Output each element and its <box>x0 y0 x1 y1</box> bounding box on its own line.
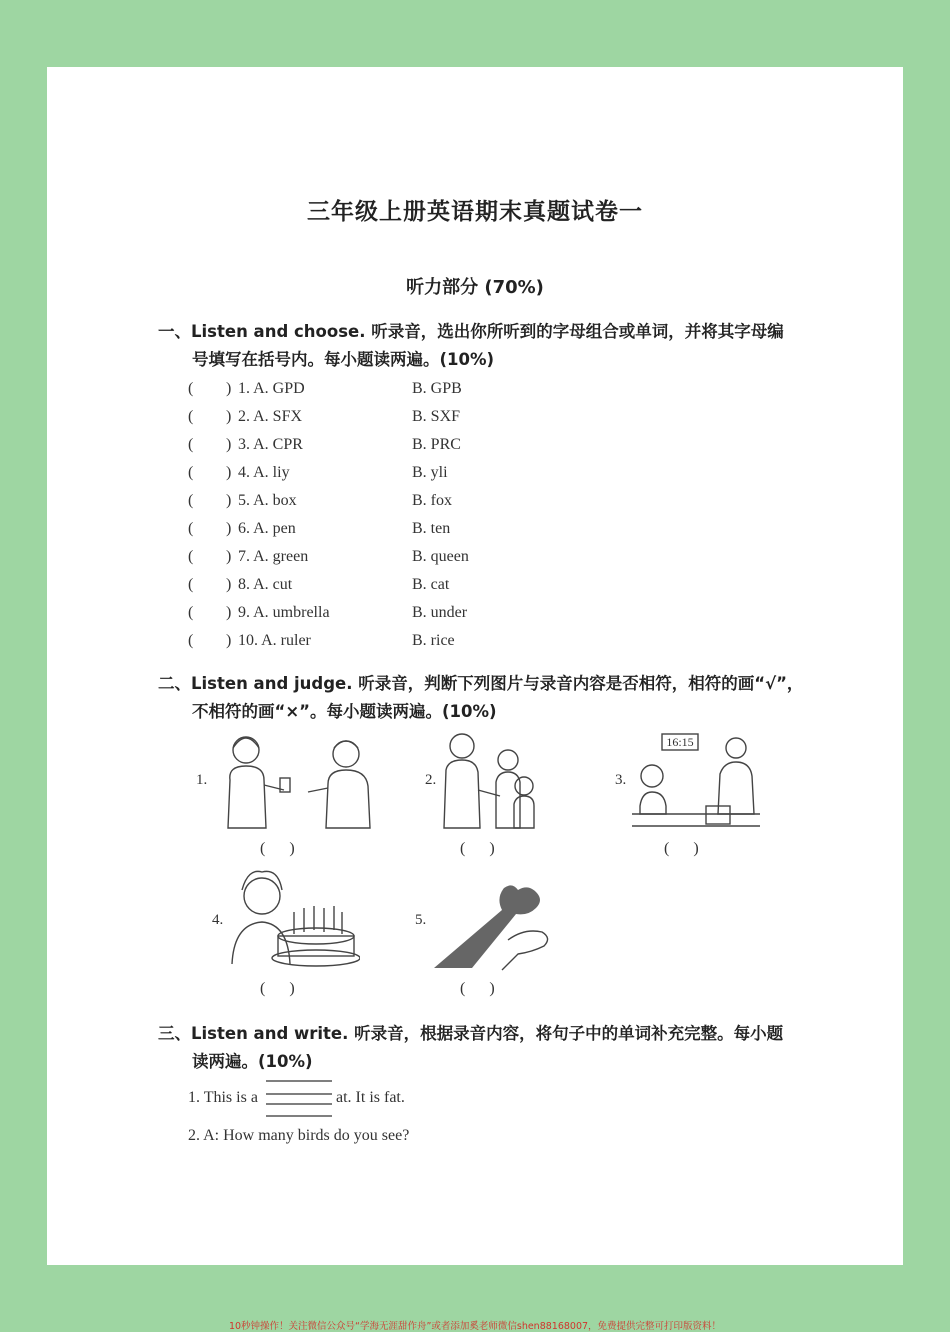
picture4-number: 4. <box>212 912 224 928</box>
answer-paren-open: ( <box>188 436 194 453</box>
write-q2: 2. A: How many birds do you see? <box>188 1127 410 1144</box>
option-a: 5. A. box <box>238 492 297 509</box>
picture5-illustration <box>432 880 556 972</box>
picture3-answer-paren: ( ) <box>664 840 699 857</box>
answer-paren-close: ) <box>226 604 232 621</box>
answer-paren-open: ( <box>188 408 194 425</box>
picture3-illustration <box>632 730 760 832</box>
picture4-illustration <box>228 866 360 970</box>
option-a: 8. A. cut <box>238 576 293 593</box>
option-b: B. PRC <box>412 436 461 453</box>
option-a: 2. A. SFX <box>238 408 303 425</box>
section1-heading <box>158 318 808 374</box>
picture5-number: 5. <box>415 912 427 928</box>
picture5-answer-paren: ( ) <box>460 980 495 997</box>
section2-heading-line2: 不相符的画“×”。每小题读两遍。(10%) <box>192 702 497 721</box>
answer-paren-open: ( <box>188 548 194 565</box>
picture2-illustration <box>440 730 545 832</box>
picture2-answer-paren: ( ) <box>460 840 495 857</box>
option-a: 7. A. green <box>238 548 309 565</box>
section3-heading <box>158 1020 808 1076</box>
option-b: B. ten <box>412 520 451 537</box>
option-b: B. GPB <box>412 380 462 397</box>
answer-paren-close: ) <box>226 632 232 649</box>
picture4-answer-paren: ( ) <box>260 980 295 997</box>
clock-time: 16:15 <box>666 735 694 749</box>
answer-paren-close: ) <box>226 548 232 565</box>
write-q1-after: at. It is fat. <box>336 1089 405 1106</box>
section1-heading-line2: 号填写在括号内。每小题读两遍。(10%) <box>192 350 495 369</box>
picture1-number: 1. <box>196 772 208 788</box>
picture1-answer-paren: ( ) <box>260 840 295 857</box>
write-q1-blank-lines[interactable] <box>264 1078 334 1120</box>
option-b: B. rice <box>412 632 455 649</box>
option-a: 6. A. pen <box>238 520 296 537</box>
answer-paren-close: ) <box>226 520 232 537</box>
section2-heading <box>158 670 808 726</box>
option-a: 10. A. ruler <box>238 632 311 649</box>
option-a: 1. A. GPD <box>238 380 305 397</box>
footer-notice: 10秒钟操作！关注微信公众号“学海无涯甜作舟”或者添加奚老师微信shen88168007，免费提供完整可打印版资料！ <box>228 1321 722 1332</box>
answer-paren-open: ( <box>188 464 194 481</box>
section1-heading-line1: 一、Listen and choose. 听录音，选出你所听到的字母组合或单词，并将其字母编 <box>158 322 784 341</box>
page-title: 三年级上册英语期末真题试卷一 <box>307 199 643 225</box>
option-b: B. cat <box>412 576 450 593</box>
answer-paren-close: ) <box>226 464 232 481</box>
exam-paper <box>47 67 903 1265</box>
section3-heading-line2: 读两遍。(10%) <box>192 1052 313 1071</box>
answer-paren-open: ( <box>188 492 194 509</box>
answer-paren-close: ) <box>226 492 232 509</box>
section3-heading-line1: 三、Listen and write. 听录音，根据录音内容，将句子中的单词补充完整。每小题 <box>158 1024 784 1043</box>
section-subtitle: 听力部分 (70%) <box>406 277 544 298</box>
option-b: B. yli <box>412 464 448 481</box>
option-b: B. queen <box>412 548 469 565</box>
option-b: B. SXF <box>412 408 461 425</box>
answer-paren-close: ) <box>226 408 232 425</box>
option-a: 9. A. umbrella <box>238 604 330 621</box>
option-a: 3. A. CPR <box>238 436 303 453</box>
answer-paren-open: ( <box>188 632 194 649</box>
write-q1-before: 1. This is a <box>188 1089 258 1106</box>
answer-paren-open: ( <box>188 380 194 397</box>
answer-paren-open: ( <box>188 520 194 537</box>
option-b: B. fox <box>412 492 452 509</box>
answer-paren-open: ( <box>188 604 194 621</box>
answer-paren-open: ( <box>188 576 194 593</box>
answer-paren-close: ) <box>226 380 232 397</box>
answer-paren-close: ) <box>226 576 232 593</box>
answer-paren-close: ) <box>226 436 232 453</box>
option-a: 4. A. liy <box>238 464 290 481</box>
picture1-illustration <box>208 730 388 832</box>
section2-heading-line1: 二、Listen and judge. 听录音，判断下列图片与录音内容是否相符，相符的画“√”， <box>158 674 804 693</box>
picture3-number: 3. <box>615 772 627 788</box>
picture2-number: 2. <box>425 772 437 788</box>
option-b: B. under <box>412 604 468 621</box>
